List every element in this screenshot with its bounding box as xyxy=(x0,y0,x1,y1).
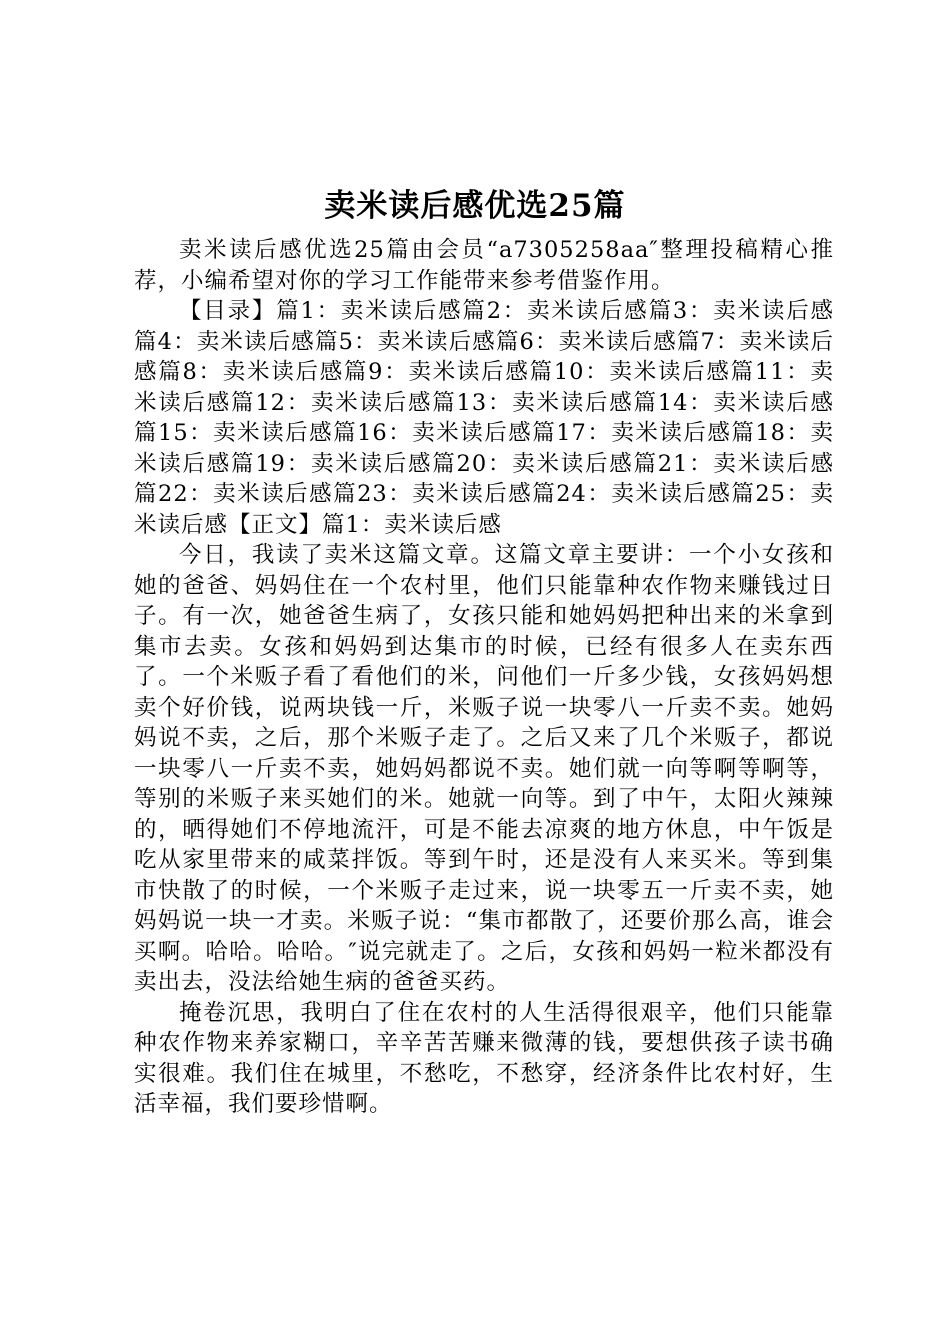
story-paragraph: 今日，我读了卖米这篇文章。这篇文章主要讲：一个小女孩和她的爸爸、妈妈住在一个农村里，他们只能靠种农作物来赚钱过日子。有一次，她爸爸生病了，女孩只能和她妈妈把种出来的米拿到集市去卖。女孩和妈妈到达集市的时候，已经有很多人在卖东西了。一个米贩子看了看他们的米，问他们一斤多少钱，女孩妈妈想卖个好价钱，说两块钱一斤，米贩子说一块零八一斤卖不卖。她妈妈说不卖，之后，那个米贩子走了。之后又来了几个米贩子，都说一块零八一斤卖不卖，她妈妈都说不卖。她们就一向等啊等啊等，等别的米贩子来买她们的米。她就一向等。到了中午，太阳火辣辣的，晒得她们不停地流汗，可是不能去凉爽的地方休息，中午饭是吃从家里带来的咸菜拌饭。等到午时，还是没有人来买米。等到集市快散了的时候，一个米贩子走过来，说一块零五一斤卖不卖，她妈妈说一块一才卖。米贩子说：“集市都散了，还要价那么高，谁会买啊。哈哈。哈哈。″说完就走了。之后，女孩和妈妈一粒米都没有卖出去，没法给她生病的爸爸买药。 xyxy=(134,542,834,995)
table-of-contents-paragraph: 【目录】篇1：卖米读后感篇2：卖米读后感篇3：卖米读后感篇4：卖米读后感篇5：卖米读后感篇6：卖米读后感篇7：卖米读后感篇8：卖米读后感篇9：卖米读后感篇10：卖米读后感篇11：卖米读后感篇12：卖米读后感篇13：卖米读后感篇14：卖米读后感篇15：卖米读后感篇16：卖米读后感篇17：卖米读后感篇18：卖米读后感篇19：卖米读后感篇20：卖米读后感篇21：卖米读后感篇22：卖米读后感篇23：卖米读后感篇24：卖米读后感篇25：卖米读后感【正文】篇1：卖米读后感 xyxy=(134,298,834,538)
intro-paragraph: 卖米读后感优选25篇由会员“a7305258aa″整理投稿精心推荐，小编希望对你的学习工作能带来参考借鉴作用。 xyxy=(134,237,834,294)
document-body xyxy=(134,235,834,1120)
reflection-paragraph: 掩卷沉思，我明白了住在农村的人生活得很艰辛，他们只能靠种农作物来养家糊口，辛辛苦苦赚来微薄的钱，要想供孩子读书确实很难。我们住在城里，不愁吃，不愁穿，经济条件比农村好，生活幸福，我们要珍惜啊。 xyxy=(134,999,834,1117)
document-title: 卖米读后感优选25篇 xyxy=(324,188,626,224)
